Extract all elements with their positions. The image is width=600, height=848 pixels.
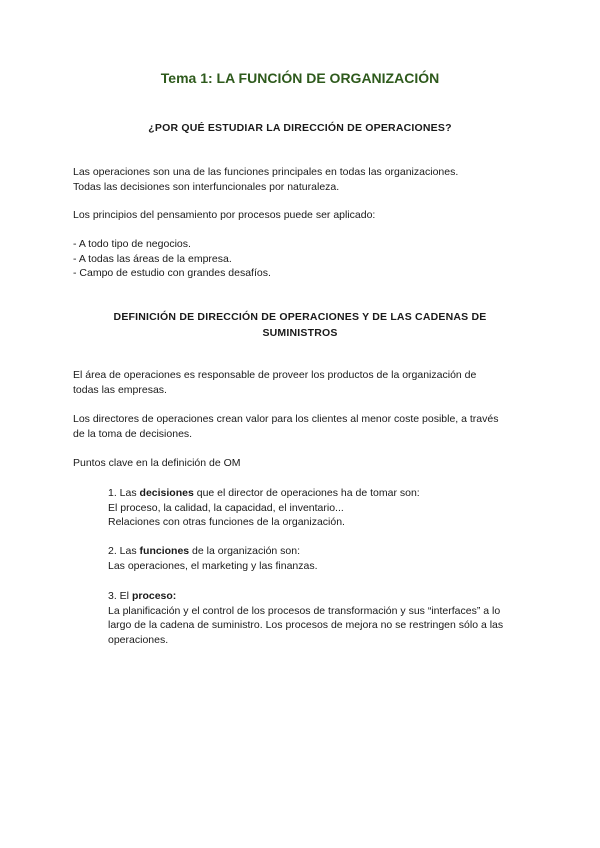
text-line: El área de operaciones es responsable de proveer los productos de la organización de	[73, 369, 477, 381]
text-line: todas las empresas.	[73, 383, 167, 396]
list-item: - Campo de estudio con grandes desafíos.	[73, 267, 271, 279]
text-line: de la toma de decisiones.	[73, 427, 193, 440]
section-heading-definition	[0, 309, 600, 341]
item-heading	[108, 589, 538, 604]
numbered-item-process	[108, 589, 538, 647]
numbered-item-decisions	[108, 486, 538, 530]
section-heading-why-study: ¿POR QUÉ ESTUDIAR LA DIRECCIÓN DE OPERACIONES?	[148, 122, 452, 134]
item-keyword: proceso:	[131, 590, 177, 602]
paragraph-operations-intro	[73, 165, 533, 194]
item-prefix: 3. El	[108, 590, 132, 602]
text-line: operaciones.	[108, 633, 169, 646]
paragraph-key-points: Puntos clave en la definición de OM	[73, 457, 241, 469]
item-suffix: de la organización son:	[189, 545, 301, 557]
bullet-list	[73, 237, 533, 281]
text-line: Las operaciones son una de las funciones principales en todas las organizaciones.	[73, 166, 459, 178]
text-line: largo de la cadena de suministro. Los procesos de mejora no se restringen sólo a las	[108, 619, 504, 631]
item-prefix: 1. Las	[108, 487, 140, 499]
list-item: - A todo tipo de negocios.	[73, 238, 191, 250]
item-keyword: decisiones	[139, 487, 194, 499]
text-line: La planificación y el control de los procesos de transformación y sus “interfaces” a lo	[108, 604, 501, 617]
list-item: - A todas las áreas de la empresa.	[73, 252, 232, 265]
item-prefix: 2. Las	[108, 545, 140, 557]
paragraph-principles: Los principios del pensamiento por procesos puede ser aplicado:	[73, 209, 376, 221]
numbered-item-functions	[108, 544, 538, 573]
item-suffix: que el director de operaciones ha de tomar son:	[193, 487, 420, 499]
paragraph-operations-area	[73, 368, 533, 397]
paragraph-directors-value	[73, 412, 533, 441]
document-title: Tema 1: LA FUNCIÓN DE ORGANIZACIÓN	[160, 70, 440, 86]
heading-line: DEFINICIÓN DE DIRECCIÓN DE OPERACIONES Y DE LAS CADENAS DE	[113, 311, 487, 323]
item-keyword: funciones	[139, 545, 190, 557]
text-line: El proceso, la calidad, la capacidad, el inventario...	[108, 501, 344, 514]
item-heading	[108, 486, 538, 501]
item-heading	[108, 544, 538, 559]
text-line: Las operaciones, el marketing y las finanzas.	[108, 559, 318, 572]
text-line: Todas las decisiones son interfuncionales por naturaleza.	[73, 180, 340, 193]
heading-line: SUMINISTROS	[262, 327, 338, 339]
text-line: Los directores de operaciones crean valor para los clientes al menor coste posible, a través	[73, 413, 499, 425]
text-line: Relaciones con otras funciones de la organización.	[108, 516, 345, 528]
